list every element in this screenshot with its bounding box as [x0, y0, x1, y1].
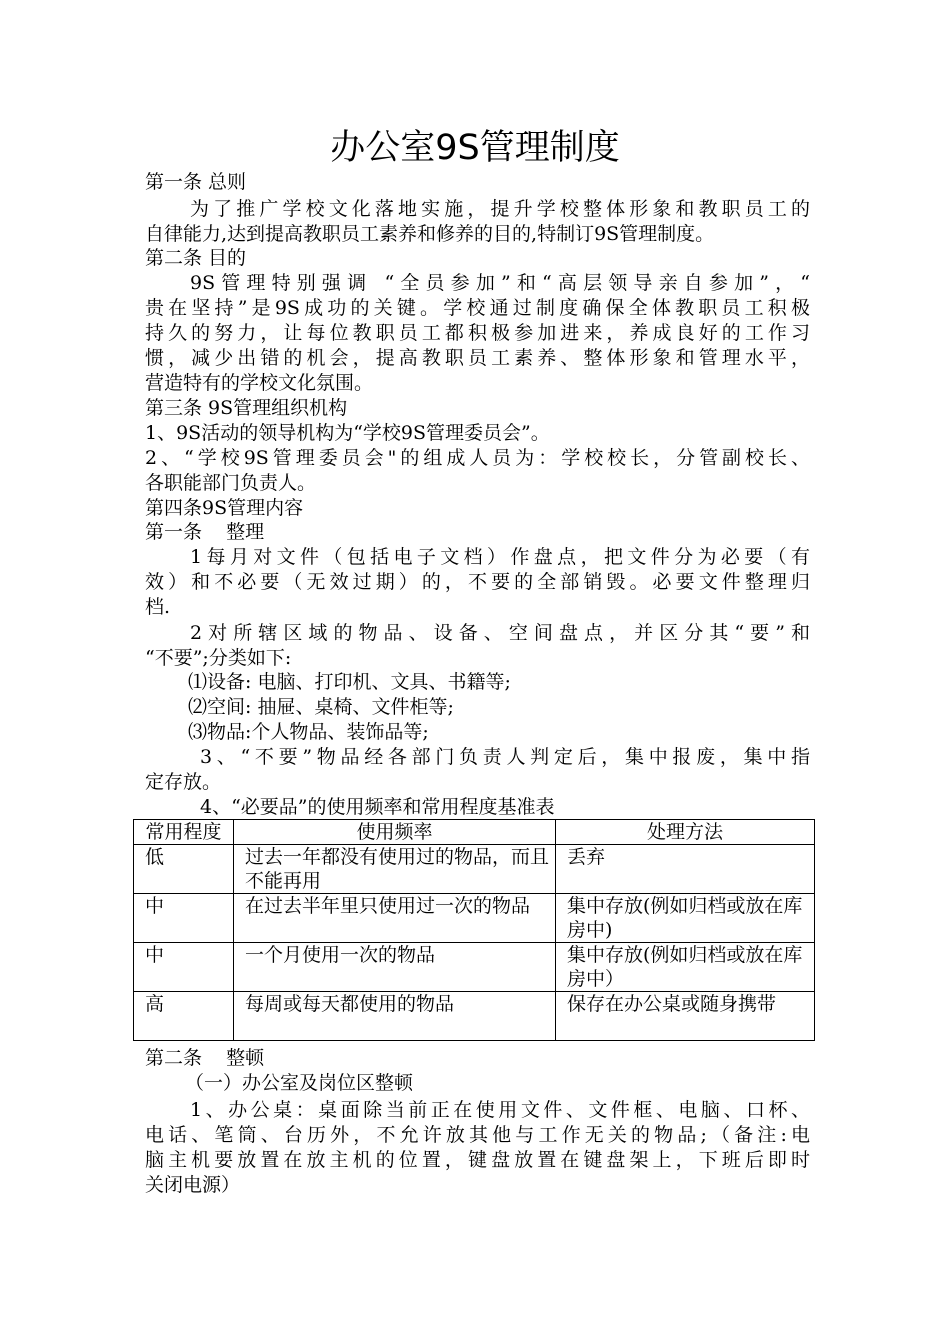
paragraph-line: 关闭电源）: [145, 1174, 241, 1196]
paragraph-line: 1、9S活动的领导机构为“学校9S管理委员会”。: [145, 422, 550, 444]
table-cell: 过去一年都没有使用过的物品，而且不能再用: [234, 845, 556, 894]
paragraph-line: “不要”;分类如下:: [145, 647, 292, 669]
table-caption: 4、“必要品”的使用频率和常用程度基准表: [200, 796, 555, 818]
table-cell: 中: [134, 943, 234, 992]
paragraph-line: 效）和不必要（无效过期）的，不要的全部销毁。必要文件整理归: [145, 571, 810, 593]
table-cell: 每周或每天都使用的物品: [234, 992, 556, 1041]
paragraph-line: 9S管理特别强调 “全员参加”和“高层领导亲自参加”，“: [190, 272, 810, 294]
list-item: ⑴设备: 电脑、打印机、文具、书籍等;: [188, 671, 511, 693]
paragraph-line: 3、“不要”物品经各部门负责人判定后，集中报废，集中指: [200, 746, 810, 768]
table-header-row: [134, 820, 815, 845]
paragraph-line: 档.: [145, 596, 171, 618]
document-title: 办公室9S管理制度: [330, 128, 620, 168]
paragraph-line: 贵在坚持”是9S成功的关键。学校通过制度确保全体教职员工积极: [145, 297, 810, 319]
paragraph-line: 自律能力,达到提高教职员工素养和修养的目的,特制订9S管理制度。: [145, 223, 715, 245]
paragraph-line: 1每月对文件（包括电子文档）作盘点，把文件分为必要（有: [190, 546, 810, 568]
table-row: [134, 943, 815, 992]
table-header-cell: 处理方法: [556, 820, 815, 845]
paragraph-line: 惯，减少出错的机会，提高教职员工素养、整体形象和管理水平，: [145, 347, 810, 369]
subsection-heading: （一）办公室及岗位区整顿: [185, 1072, 414, 1094]
table-cell: 高: [134, 992, 234, 1041]
list-item: ⑵空间: 抽屉、桌椅、文件柜等;: [188, 696, 454, 718]
table-cell: 丢弃: [556, 845, 815, 894]
table-cell: 在过去半年里只使用过一次的物品: [234, 894, 556, 943]
list-item: ⑶物品:个人物品、装饰品等;: [188, 721, 429, 743]
subsection-heading: 第一条 整理: [145, 521, 265, 543]
paragraph-line: 脑主机要放置在放主机的位置，键盘放置在键盘架上，下班后即时: [145, 1149, 810, 1171]
section-heading: 第四条9S管理内容: [145, 497, 304, 519]
section-heading: 第三条 9S管理组织机构: [145, 397, 348, 419]
paragraph-line: 定存放。: [145, 771, 222, 793]
table-row: [134, 992, 815, 1041]
frequency-table: [133, 819, 815, 1041]
table-row: [134, 845, 815, 894]
table-row: [134, 894, 815, 943]
paragraph-line: 为了推广学校文化落地实施，提升学校整体形象和教职员工的: [190, 198, 810, 220]
table-cell: 低: [134, 845, 234, 894]
table-cell: 中: [134, 894, 234, 943]
table-cell: 保存在办公桌或随身携带: [556, 992, 815, 1041]
paragraph-line: 各职能部门负责人。: [145, 472, 317, 494]
paragraph-line: 1、办公桌：桌面除当前正在使用文件、文件框、电脑、口杯、: [190, 1099, 810, 1121]
table-cell: 一个月使用一次的物品: [234, 943, 556, 992]
paragraph-line: 2对所辖区域的物品、设备、空间盘点，并区分其“要”和: [190, 622, 810, 644]
paragraph-line: 2、“学校9S管理委员会"的组成人员为：学校校长，分管副校长、: [145, 447, 810, 469]
paragraph-line: 营造特有的学校文化氛围。: [145, 372, 374, 394]
table-cell: 集中存放(例如归档或放在库房中): [556, 894, 815, 943]
paragraph-line: 持久的努力，让每位教职员工都积极参加进来，养成良好的工作习: [145, 322, 810, 344]
paragraph-line: 电话、笔筒、台历外，不允许放其他与工作无关的物品;（备注:电: [145, 1124, 810, 1146]
table-header-cell: 使用频率: [234, 820, 556, 845]
subsection-heading: 第二条 整顿: [145, 1047, 265, 1069]
table-header-cell: 常用程度: [134, 820, 234, 845]
section-heading: 第二条 目的: [145, 247, 247, 269]
table-cell: 集中存放(例如归档或放在库房中）: [556, 943, 815, 992]
section-heading: 第一条 总则: [145, 171, 247, 193]
